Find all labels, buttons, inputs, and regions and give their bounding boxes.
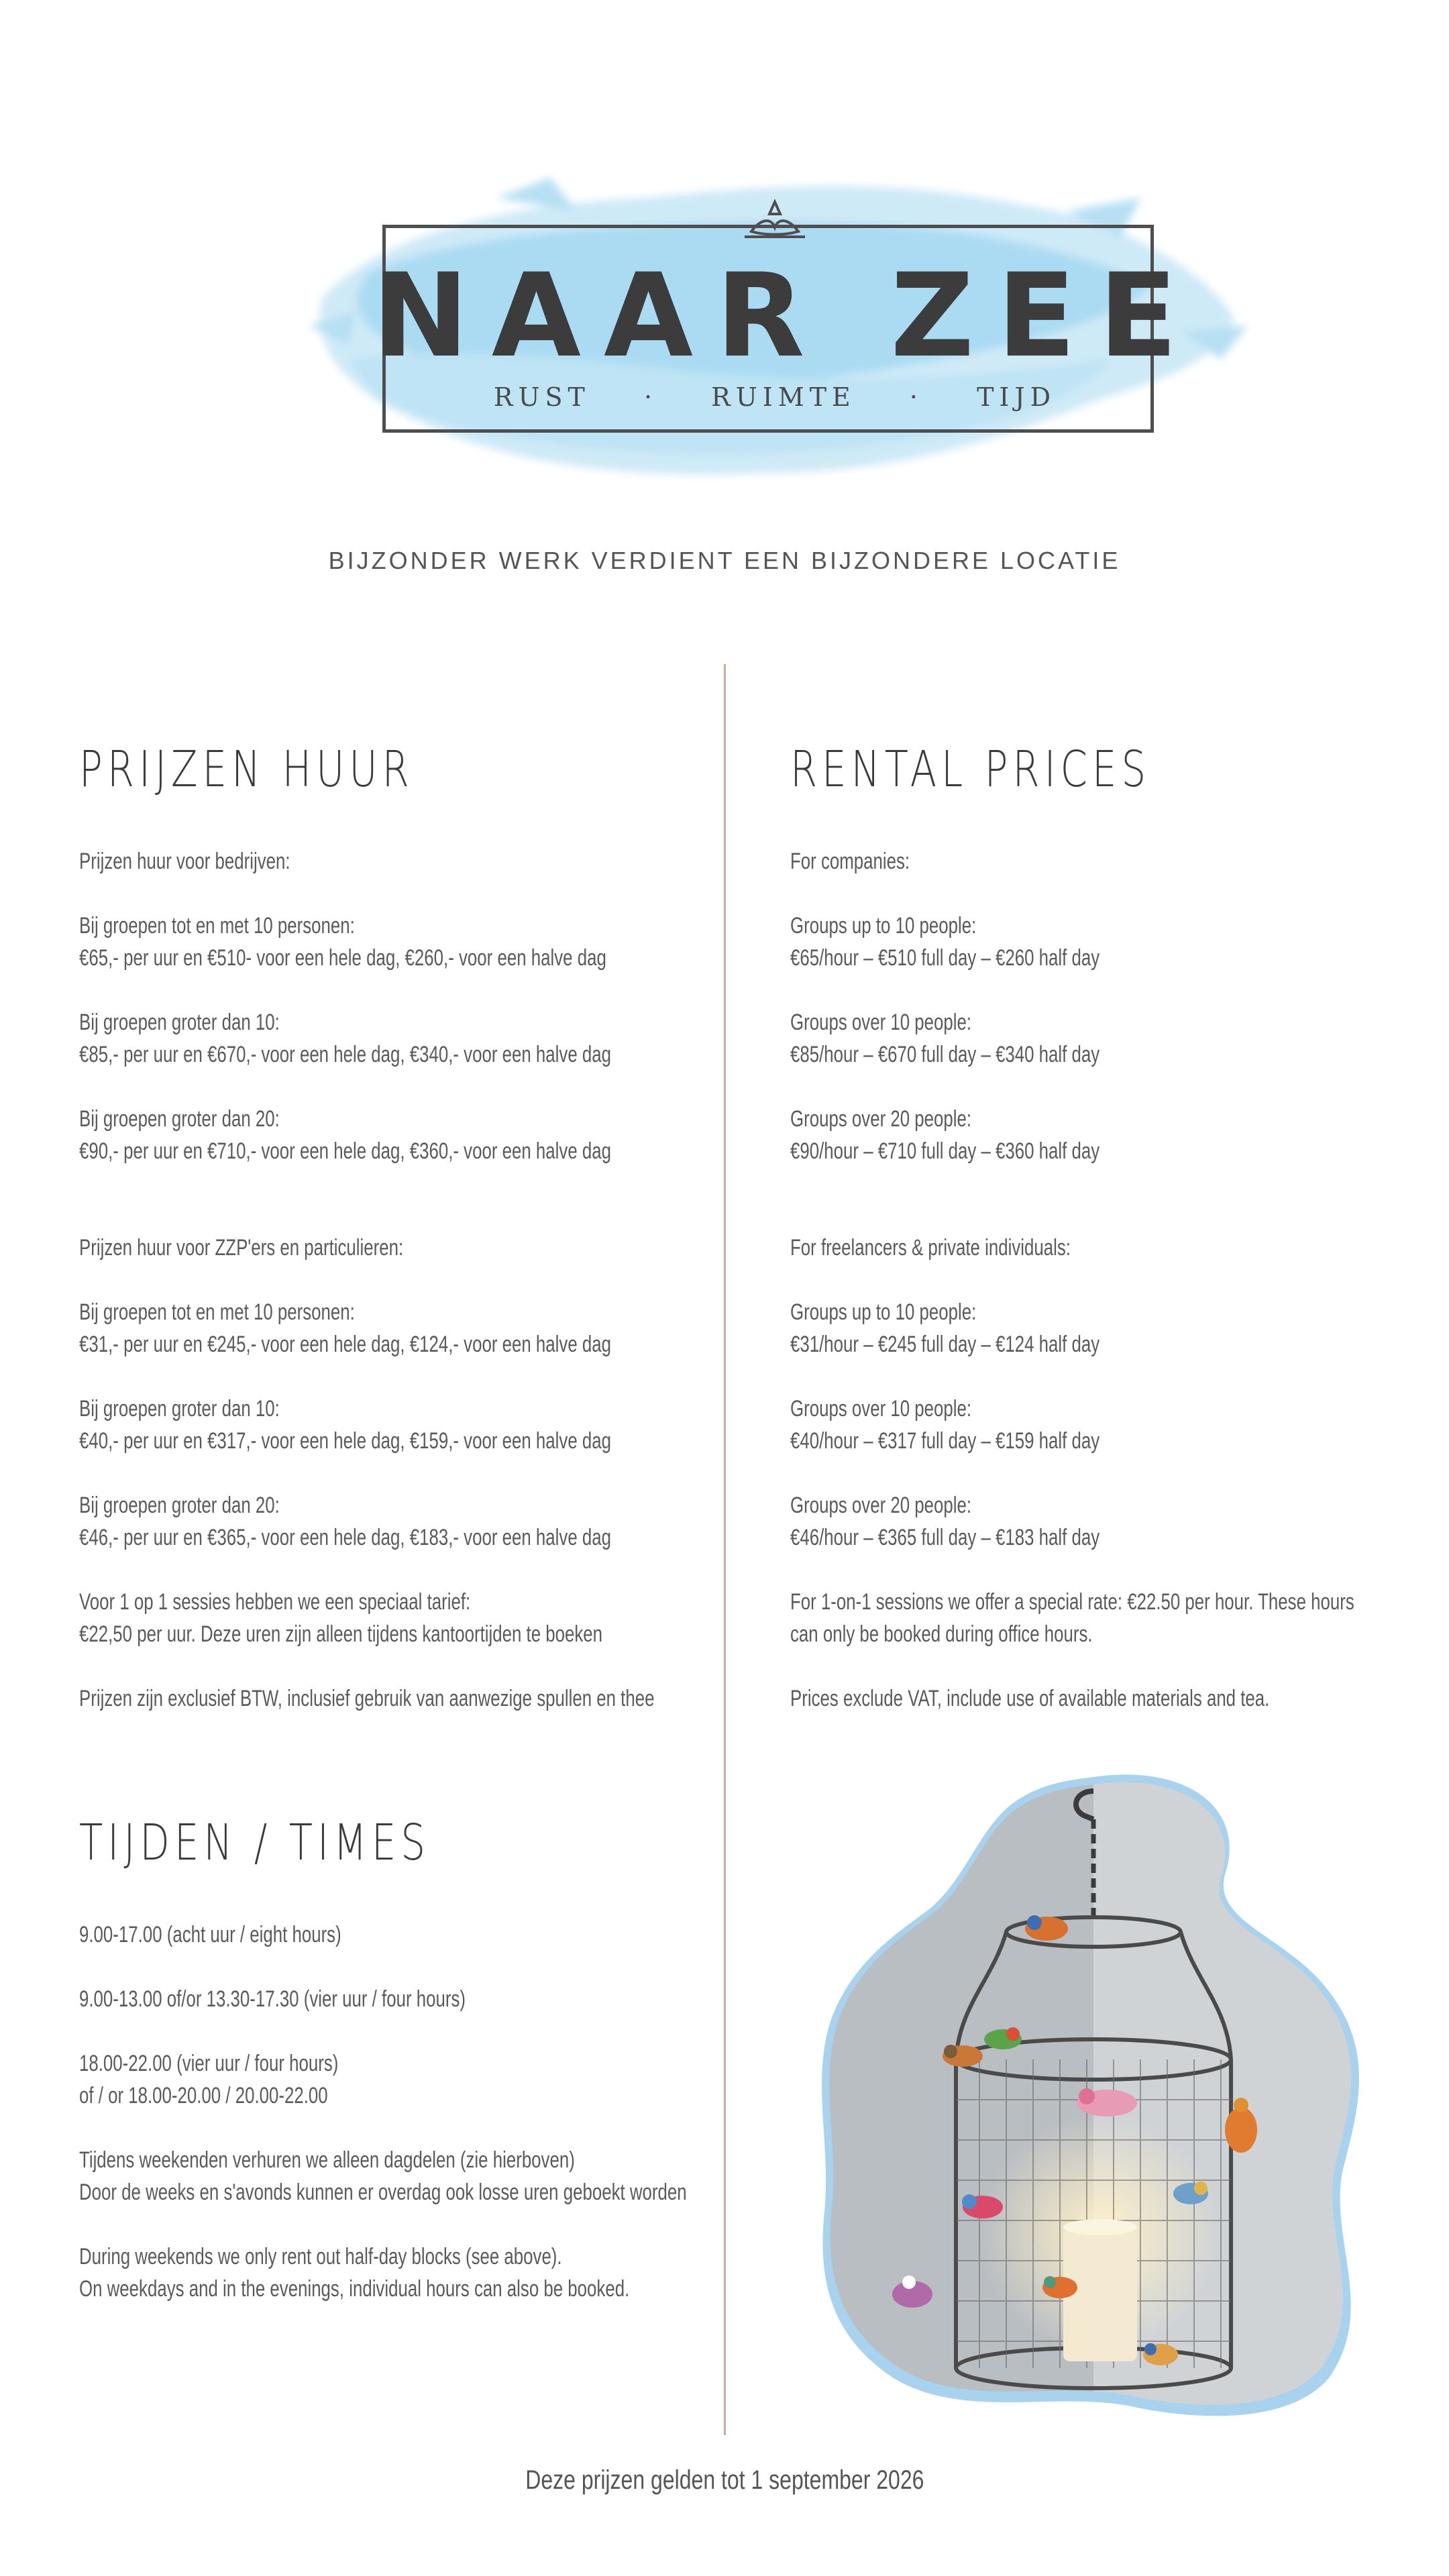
brand-logo: [295, 158, 1254, 506]
price-label: Bij groepen tot en met 10 personen:: [79, 913, 355, 938]
price-block: [790, 1393, 1421, 1457]
special-rate-line: For 1-on-1 sessions we offer a special rate: €22.50 per hour. These hours: [790, 1589, 1354, 1615]
weekend-note-en: [79, 2241, 710, 2305]
time-slot-line: 18.00-22.00 (vier uur / four hours): [79, 2051, 339, 2076]
validity-text: Deze prijzen gelden tot 1 september 2026: [525, 2465, 924, 2495]
price-value: €85,- per uur en €670,- voor een hele dag, €340,- voor een halve dag: [79, 1042, 612, 1067]
price-label: Groups over 20 people:: [790, 1493, 972, 1518]
time-slot: [79, 2047, 710, 2112]
special-rate-line: can only be booked during office hours.: [790, 1621, 1093, 1647]
price-block: [790, 910, 1421, 974]
birdcage-photo: [812, 1764, 1375, 2428]
price-value: €40,- per uur en €317,- voor een hele dag, €159,- voor een halve dag: [79, 1428, 612, 1454]
vat-note: Prices exclude VAT, include use of available materials and tea.: [790, 1686, 1270, 1711]
page-subtitle: BIJZONDER WERK VERDIENT EEN BIJZONDERE LOCATIE: [328, 547, 1121, 574]
times-section: [79, 1814, 710, 2305]
special-rate: [79, 1586, 710, 1650]
note-line: Door de weeks en s'avonds kunnen er overdag ook losse uren geboekt worden: [79, 2180, 687, 2205]
price-block: [79, 1393, 710, 1457]
vat-note: Prijzen zijn exclusief BTW, inclusief gebruik van aanwezige spullen en thee: [79, 1686, 655, 1711]
price-label: Groups over 20 people:: [790, 1106, 972, 1132]
price-value: €31/hour – €245 full day – €124 half day: [790, 1332, 1100, 1357]
time-slot: 9.00-17.00 (acht uur / eight hours): [79, 1922, 341, 1947]
price-value: €85/hour – €670 full day – €340 half day: [790, 1042, 1100, 1067]
tagline-word: RUST: [493, 382, 590, 412]
price-value: €46/hour – €365 full day – €183 half day: [790, 1525, 1100, 1550]
price-label: Bij groepen groter dan 10:: [79, 1010, 280, 1035]
price-block: [79, 1006, 710, 1071]
private-intro: For freelancers & private individuals:: [790, 1235, 1071, 1260]
price-value: €31,- per uur en €245,- voor een hele dag, €124,- voor een halve dag: [79, 1332, 612, 1357]
companies-intro: For companies:: [790, 849, 910, 874]
note-line: During weekends we only rent out half-day blocks (see above).: [79, 2244, 562, 2269]
tagline-separator: ·: [909, 382, 923, 412]
tagline-separator: ·: [643, 382, 658, 412]
price-label: Groups up to 10 people:: [790, 913, 977, 938]
price-value: €46,- per uur en €365,- voor een hele dag, €183,- voor een halve dag: [79, 1525, 612, 1550]
section-heading: RENTAL PRICES: [790, 741, 1151, 798]
note-line: Tijdens weekenden verhuren we alleen dagdelen (zie hierboven): [79, 2147, 575, 2173]
section-heading: PRIJZEN HUUR: [79, 741, 414, 798]
price-value: €90,- per uur en €710,- voor een hele dag, €360,- voor een halve dag: [79, 1138, 612, 1164]
section-heading: TIJDEN / TIMES: [79, 1814, 431, 1872]
special-rate: [790, 1586, 1421, 1650]
column-divider: [724, 664, 726, 2435]
price-block: [790, 1296, 1421, 1360]
tagline-word: RUIMTE: [711, 382, 856, 412]
price-label: Bij groepen groter dan 10:: [79, 1396, 280, 1421]
price-value: €40/hour – €317 full day – €159 half day: [790, 1428, 1100, 1454]
note-line: On weekdays and in the evenings, individual hours can also be booked.: [79, 2276, 630, 2302]
price-block: [790, 1103, 1421, 1167]
price-label: Groups up to 10 people:: [790, 1299, 977, 1325]
weekend-note-nl: [79, 2144, 710, 2208]
price-block: [79, 1489, 710, 1554]
time-slot: 9.00-13.00 of/or 13.30-17.30 (vier uur / four hours): [79, 1986, 466, 2012]
price-label: Bij groepen groter dan 20:: [79, 1106, 280, 1132]
price-block: [79, 1296, 710, 1360]
special-rate-line: Voor 1 op 1 sessies hebben we een speciaal tarief:: [79, 1589, 471, 1615]
lotus-icon: [738, 198, 812, 252]
price-label: Bij groepen groter dan 20:: [79, 1493, 280, 1518]
price-label: Bij groepen tot en met 10 personen:: [79, 1299, 355, 1325]
price-label: Groups over 10 people:: [790, 1396, 972, 1421]
price-value: €65/hour – €510 full day – €260 half day: [790, 945, 1100, 971]
brand-tagline: [295, 382, 1254, 412]
brand-name: NAAR ZEE: [372, 248, 1201, 383]
price-value: €90/hour – €710 full day – €360 half day: [790, 1138, 1100, 1164]
prices-english-column: [790, 741, 1421, 1715]
price-block: [790, 1489, 1421, 1554]
price-label: Groups over 10 people:: [790, 1010, 972, 1035]
companies-intro: Prijzen huur voor bedrijven:: [79, 849, 290, 874]
price-block: [79, 910, 710, 974]
time-slot-line: of / or 18.00-20.00 / 20.00-22.00: [79, 2083, 328, 2108]
validity-note: [0, 2465, 1449, 2496]
special-rate-line: €22,50 per uur. Deze uren zijn alleen tijdens kantoortijden te boeken: [79, 1621, 603, 1647]
price-block: [79, 1103, 710, 1167]
tagline-word: TIJD: [977, 382, 1057, 412]
price-block: [790, 1006, 1421, 1071]
private-intro: Prijzen huur voor ZZP'ers en particulieren:: [79, 1235, 404, 1260]
prices-dutch-column: [79, 741, 710, 1715]
price-value: €65,- per uur en €510- voor een hele dag, €260,- voor een halve dag: [79, 945, 606, 971]
